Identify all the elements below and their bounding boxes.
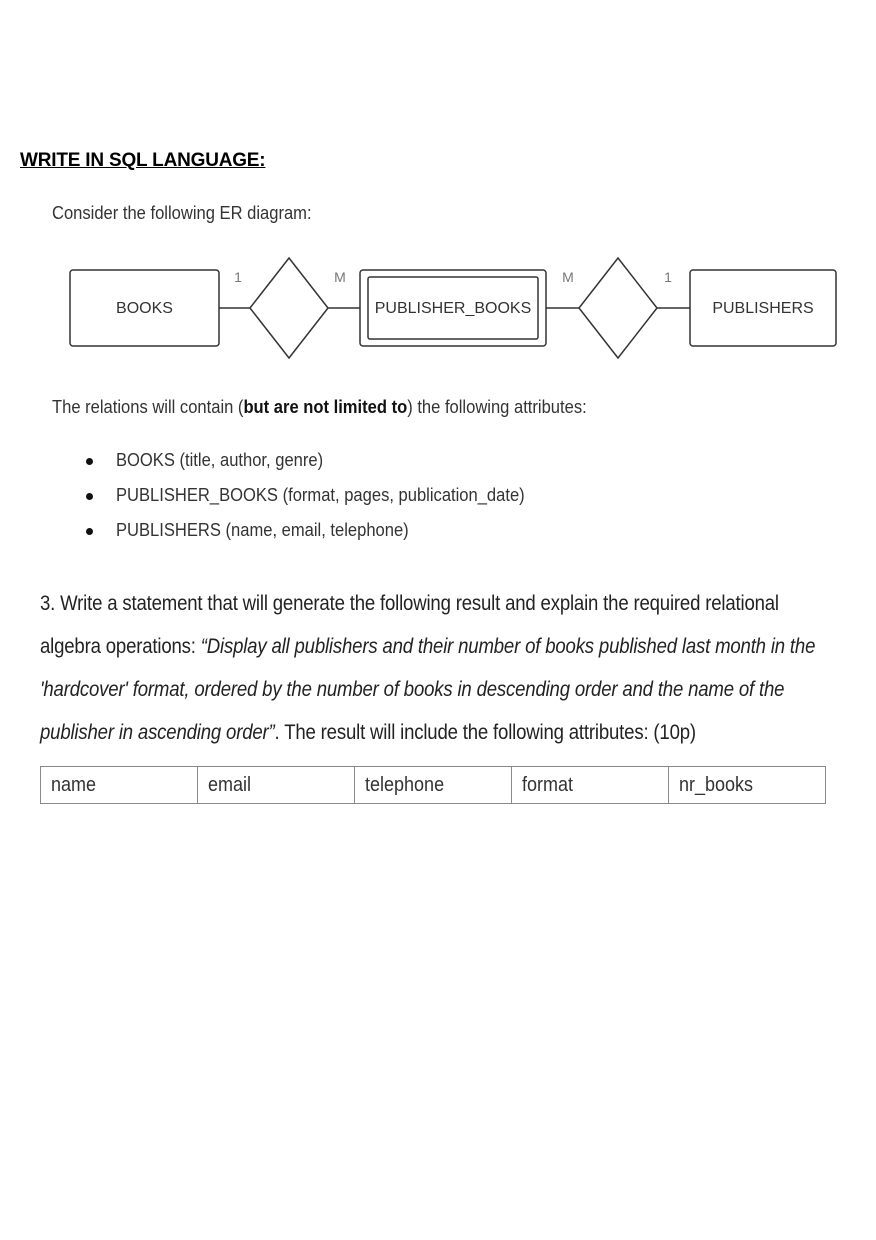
- cardinality-label: M: [334, 269, 346, 285]
- entity-publisher-books-label: PUBLISHER_BOOKS: [374, 300, 532, 317]
- relationship-diamond: [579, 258, 657, 358]
- table-cell: nr_books: [669, 767, 826, 804]
- table-cell: email: [198, 767, 355, 804]
- er-diagram: [0, 255, 876, 365]
- bullet-icon: [86, 493, 93, 500]
- table-cell: telephone: [355, 767, 512, 804]
- attributes-intro-emphasis: but are not limited to: [243, 397, 408, 417]
- relationship-diamond: [250, 258, 328, 358]
- question-quote: “Display all publishers and their number of books published last month in the 'hardcover' format, ordered by the number of books in descending order and the name of the publisher in ascending order”: [40, 635, 816, 744]
- cardinality-label: M: [562, 269, 574, 285]
- cardinality-label: 1: [664, 269, 672, 285]
- cardinality-label: 1: [234, 269, 242, 285]
- table-row: [41, 767, 826, 804]
- table-cell: format: [512, 767, 669, 804]
- entity-books-label: BOOKS: [116, 300, 173, 317]
- result-attributes-table: [40, 766, 826, 804]
- bullet-icon: [86, 528, 93, 535]
- bullet-icon: [86, 458, 93, 465]
- question-text: 3. Write a statement that will generate the following result and explain the required relational algebra operations: “Display all publishers and their number of books published last month in the 'hardcover' format, ordered by the number of books in descending order and the name of the publisher in ascending order”. The result will include the following attributes: (10p): [40, 592, 816, 744]
- table-cell: name: [41, 767, 198, 804]
- page-heading: WRITE IN SQL LANGUAGE:: [20, 150, 266, 171]
- intro-text: Consider the following ER diagram:: [52, 203, 312, 223]
- entity-publishers-label: PUBLISHERS: [712, 300, 814, 317]
- attributes-intro: The relations will contain (but are not limited to) the following attributes:: [52, 397, 587, 417]
